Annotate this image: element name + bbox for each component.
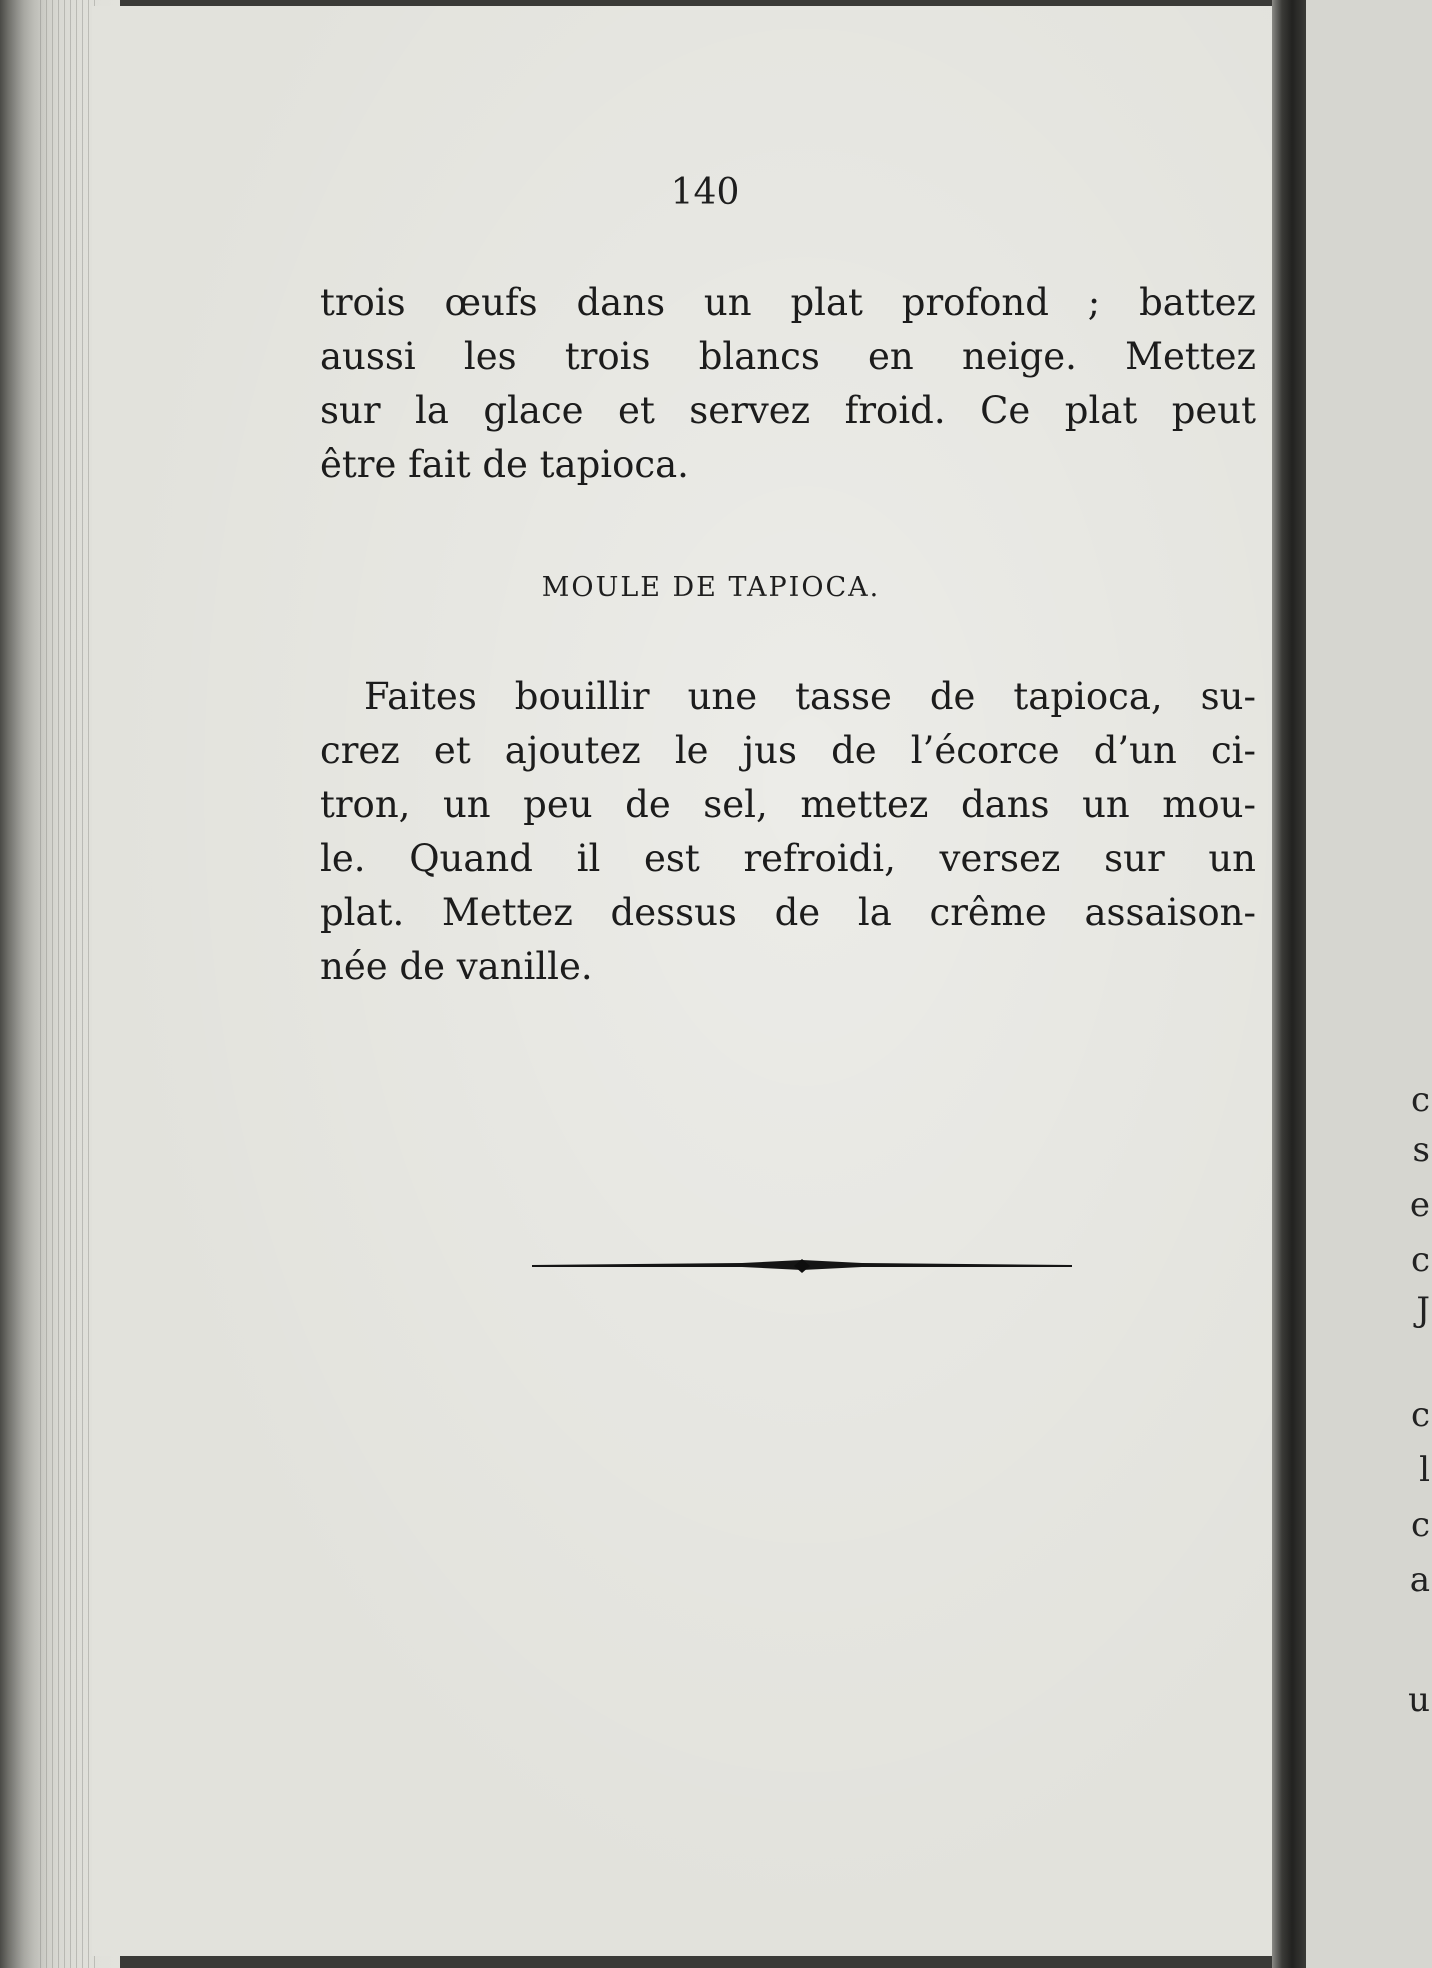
- text-line: Faites bouillir une tasse de tapioca, su-: [364, 675, 1256, 718]
- text-line: aussi les trois blancs en neige. Mettez: [320, 335, 1256, 378]
- facing-page-fragment: c: [1410, 1395, 1430, 1435]
- text-line: plat. Mettez dessus de la crême assaison-: [320, 891, 1256, 934]
- ornamental-divider-icon: [532, 1256, 1072, 1276]
- recipe-heading: MOULE DE TAPIOCA.: [541, 572, 881, 603]
- book-binding-gutter: [1272, 0, 1306, 1968]
- facing-page-fragment: a: [1409, 1560, 1430, 1600]
- text-line: le. Quand il est refroidi, versez sur un: [320, 837, 1256, 880]
- facing-page-fragment: c: [1410, 1505, 1430, 1545]
- text-line: née de vanille.: [320, 945, 593, 988]
- facing-page-edge: [1306, 0, 1432, 1968]
- facing-page-fragment: e: [1409, 1185, 1430, 1225]
- paragraph-continuation: [320, 276, 1256, 492]
- facing-page-fragment: u: [1408, 1680, 1430, 1720]
- facing-page-fragment: c: [1410, 1240, 1430, 1280]
- facing-page-fragment: s: [1412, 1130, 1430, 1170]
- recipe-paragraph: [320, 670, 1256, 994]
- facing-page-fragment: J: [1416, 1290, 1430, 1330]
- text-line: tron, un peu de sel, mettez dans un mou-: [320, 783, 1256, 826]
- facing-page-fragment: c: [1410, 1080, 1430, 1120]
- text-line: crez et ajoutez le jus de l’écorce d’un ci-: [320, 729, 1256, 772]
- book-page: [92, 6, 1282, 1956]
- text-line: être fait de tapioca.: [320, 443, 689, 486]
- text-line: trois œufs dans un plat profond ; battez: [320, 281, 1256, 324]
- facing-page-fragment: l: [1419, 1450, 1430, 1490]
- text-line: sur la glace et servez froid. Ce plat peut: [320, 389, 1256, 432]
- page-number: 140: [670, 172, 740, 213]
